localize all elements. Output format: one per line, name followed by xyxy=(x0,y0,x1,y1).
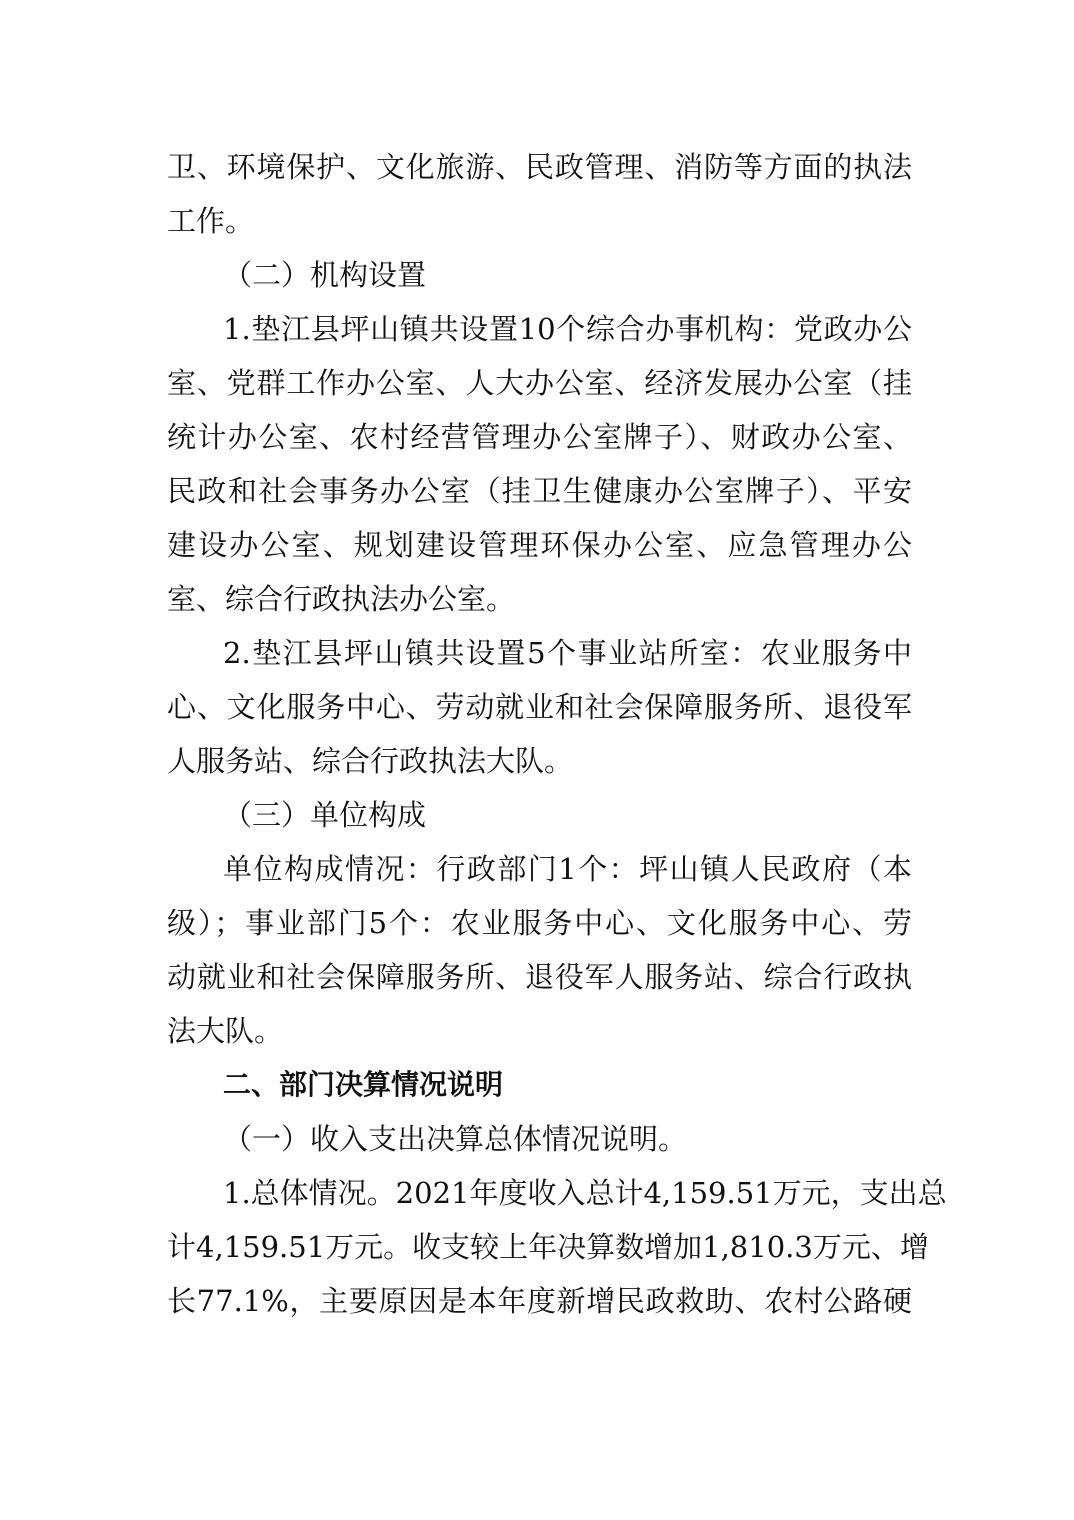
text-line: 动就业和社会保障服务所、退役军人服务站、综合行政执 xyxy=(167,960,912,994)
section-heading: （一）收入支出决算总体情况说明。 xyxy=(223,1122,688,1156)
text-line: 室、综合行政执法办公室。 xyxy=(167,582,516,616)
text-line: 工作。 xyxy=(167,204,255,238)
chapter-heading: 二、部门决算情况说明 xyxy=(223,1068,504,1101)
text-line: 单位构成情况：行政部门1个：坪山镇人民政府（本 xyxy=(223,852,912,886)
text-line: 1.垫江县坪山镇共设置10个综合办事机构：党政办公 xyxy=(223,312,912,346)
text-line: 建设办公室、规划建设管理环保办公室、应急管理办公 xyxy=(167,528,912,562)
section-heading: （三）单位构成 xyxy=(223,798,427,832)
text-line: 统计办公室、农村经营管理办公室牌子）、财政办公室、 xyxy=(167,420,912,454)
text-line: 级）；事业部门5个：农业服务中心、文化服务中心、劳 xyxy=(167,906,912,940)
text-line: 卫、环境保护、文化旅游、民政管理、消防等方面的执法 xyxy=(167,150,912,184)
section-heading: （二）机构设置 xyxy=(223,258,427,292)
text-line: 民政和社会事务办公室（挂卫生健康办公室牌子）、平安 xyxy=(167,474,912,508)
text-line: 室、党群工作办公室、人大办公室、经济发展办公室（挂 xyxy=(167,366,912,400)
text-line: 法大队。 xyxy=(167,1014,284,1048)
text-line: 计4,159.51万元。收支较上年决算数增加1,810.3万元、增 xyxy=(167,1230,929,1264)
text-line: 心、文化服务中心、劳动就业和社会保障服务所、退役军 xyxy=(167,690,912,724)
text-line: 长77.1%，主要原因是本年度新增民政救助、农村公路硬 xyxy=(167,1284,912,1318)
text-line: 2.垫江县坪山镇共设置5个事业站所室：农业服务中 xyxy=(223,636,912,670)
document-page xyxy=(167,140,947,1328)
text-line: 1.总体情况。2021年度收入总计4,159.51万元，支出总 xyxy=(223,1176,947,1210)
text-line: 人服务站、综合行政执法大队。 xyxy=(167,744,574,778)
